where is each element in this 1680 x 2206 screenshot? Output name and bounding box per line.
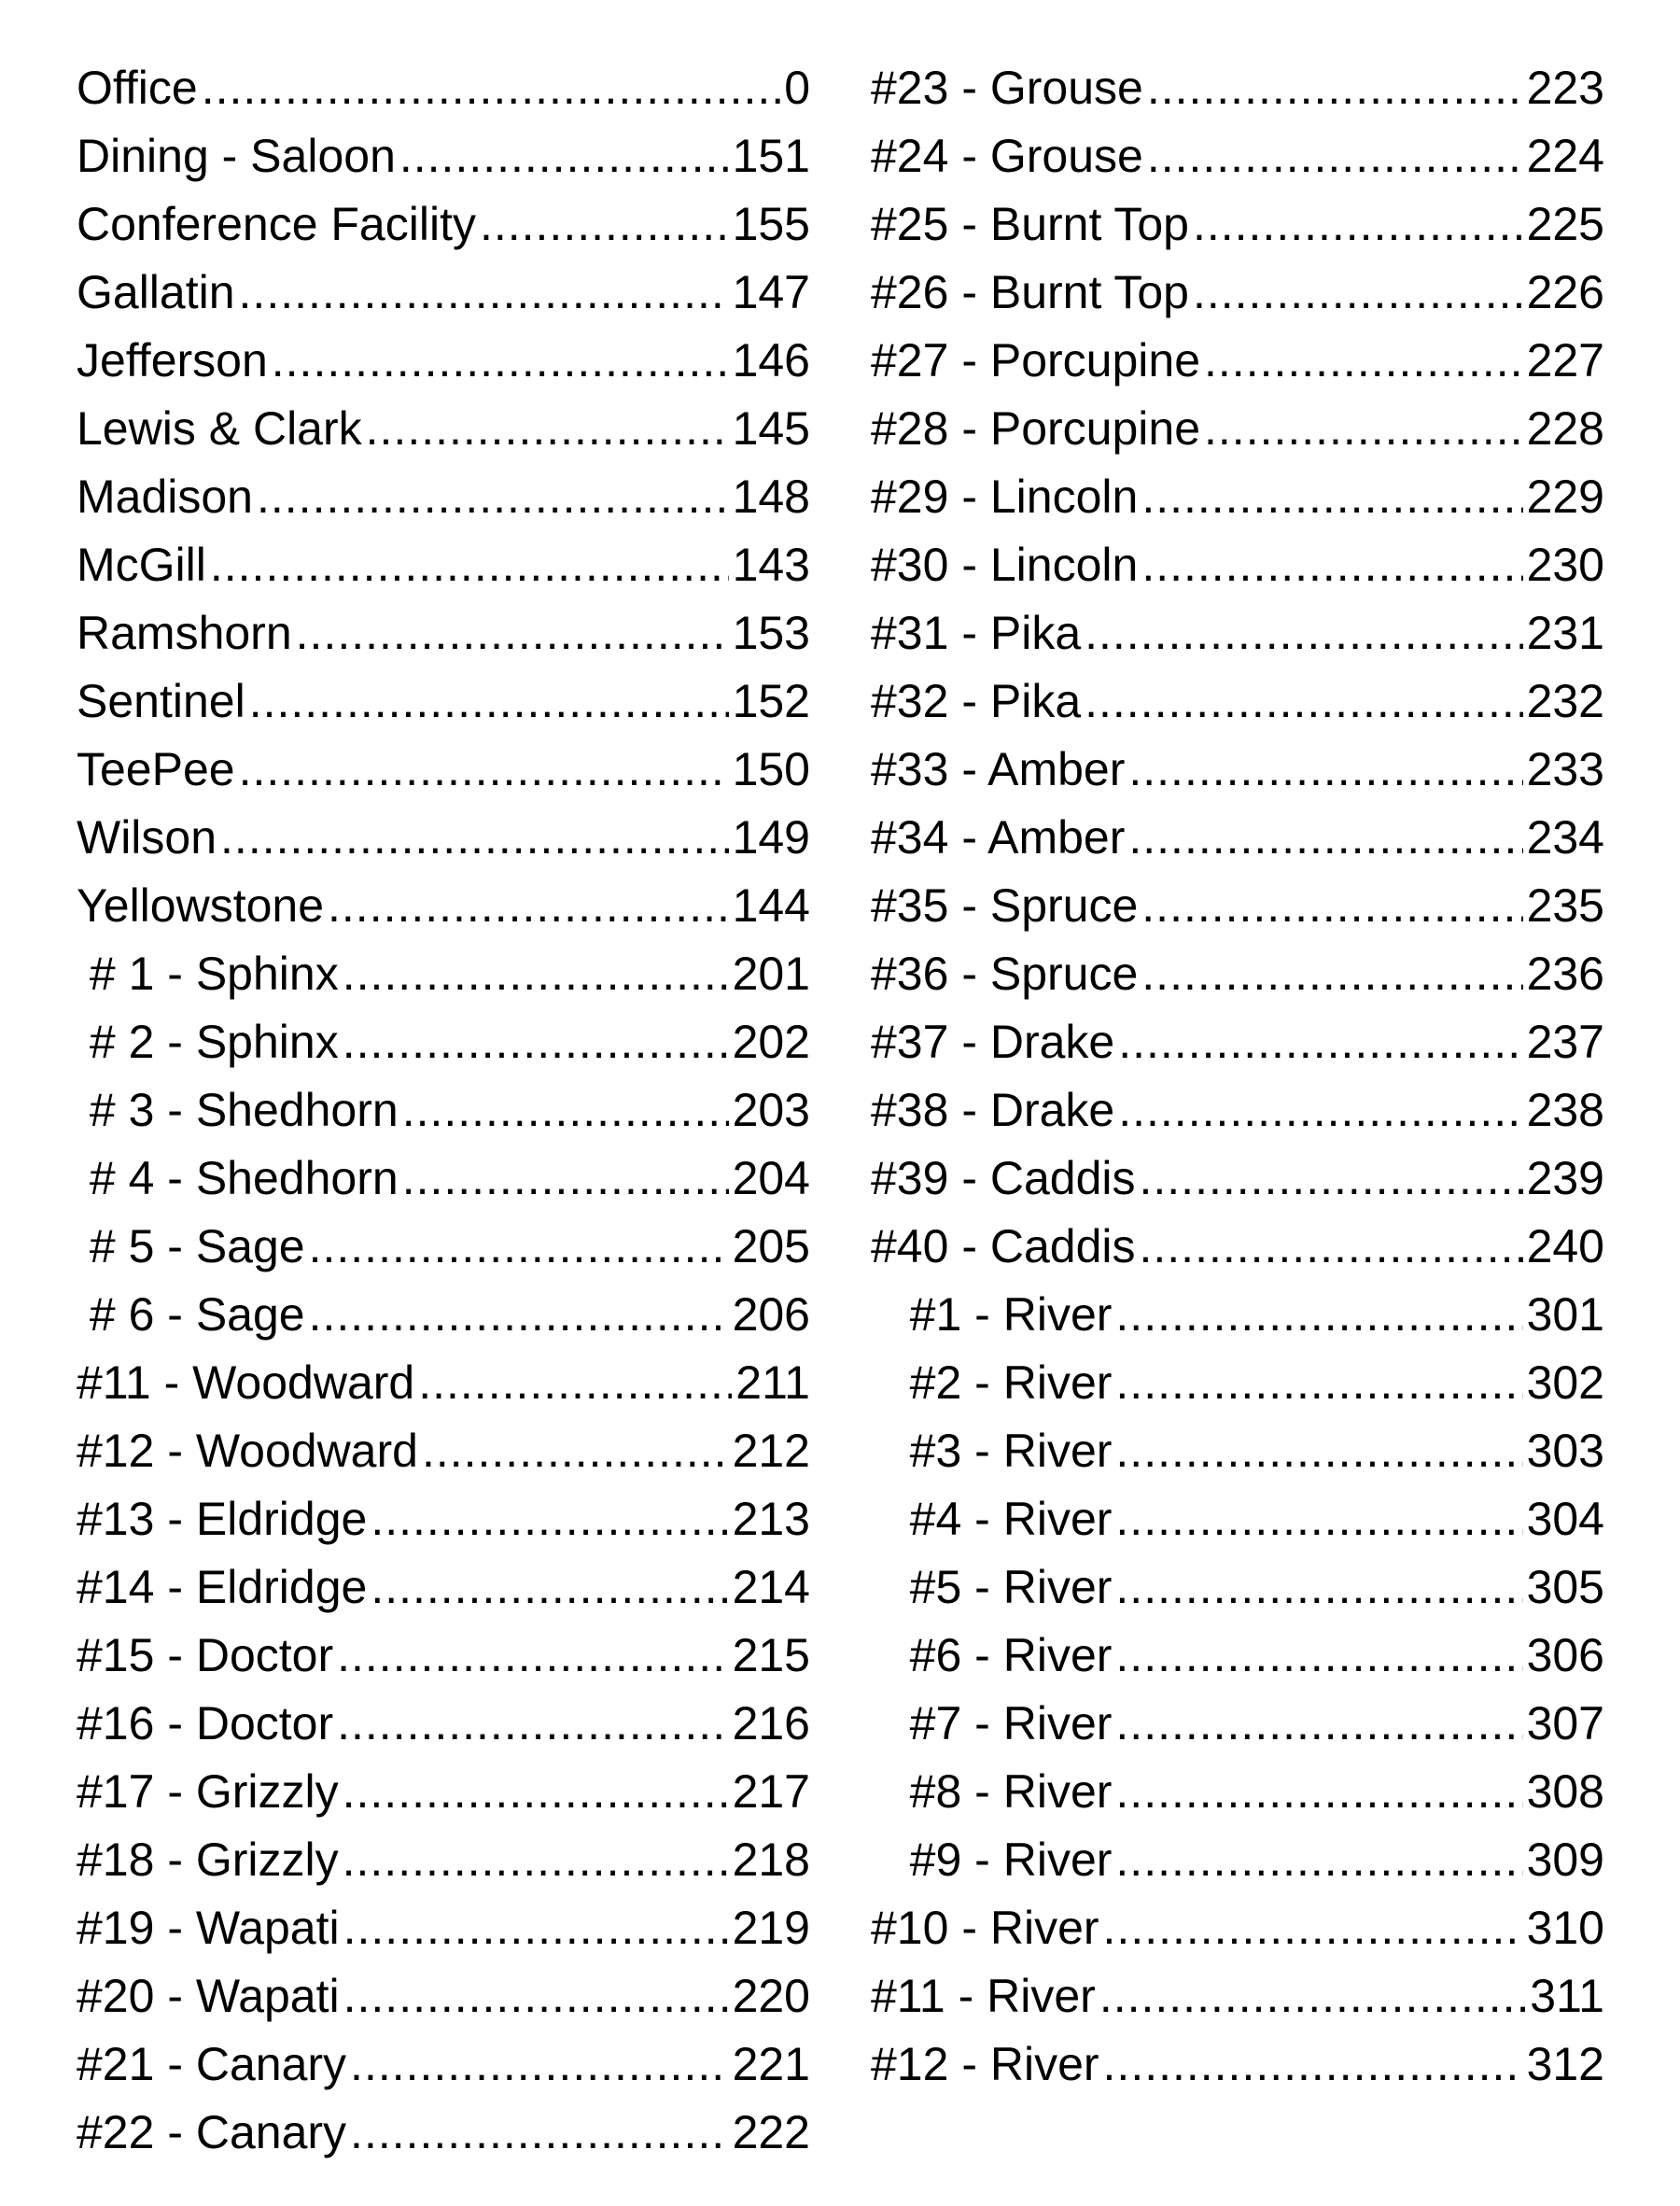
entry-extension: 217 [732,1765,810,1818]
dot-leader [309,1281,729,1349]
entry-name: #2 - River [871,1356,1113,1409]
entry-extension: 152 [732,675,810,727]
entry-name: #21 - Canary [77,2038,347,2090]
dot-leader [343,1826,729,1894]
entry-extension: 148 [732,471,810,523]
entry-extension: 227 [1526,334,1604,386]
dot-leader [1128,736,1522,804]
dot-leader [1128,804,1522,872]
entry-extension: 0 [784,62,810,114]
directory-entry [871,395,1604,463]
directory-entry [77,1076,810,1145]
entry-name: #11 - River [871,1970,1096,2022]
dot-leader [1141,940,1522,1008]
entry-name: Lewis & Clark [77,402,362,455]
entry-extension: 205 [732,1220,810,1272]
directory-entry [77,122,810,190]
entry-name: #25 - Burnt Top [871,198,1189,250]
directory-entry [77,736,810,804]
directory-entry [77,1417,810,1485]
entry-extension: 220 [732,1970,810,2022]
entry-name: # 3 - Shedhorn [77,1084,399,1136]
entry-extension: 221 [732,2038,810,2090]
directory-entry [871,1622,1604,1690]
entry-extension: 202 [732,1016,810,1068]
dot-leader [202,54,781,122]
dot-leader [1141,463,1522,531]
directory-entry [77,804,810,872]
entry-extension: 150 [732,743,810,795]
entry-extension: 311 [1530,1970,1604,2022]
directory-entry [77,1485,810,1553]
dot-leader [343,940,729,1008]
dot-leader [343,1008,729,1076]
directory-entry [77,395,810,463]
directory-entry [871,1281,1604,1349]
entry-name: #14 - Eldridge [77,1561,368,1613]
directory-entry [871,1553,1604,1622]
directory-entry [871,1076,1604,1145]
directory-entry [871,940,1604,1008]
entry-name: #38 - Drake [871,1084,1115,1136]
entry-extension: 240 [1526,1220,1604,1272]
entry-extension: 232 [1526,675,1604,727]
entry-extension: 234 [1526,811,1604,864]
dot-leader [1115,1553,1522,1622]
dot-leader [371,1485,728,1553]
entry-name: #1 - River [871,1288,1113,1341]
entry-extension: 237 [1526,1016,1604,1068]
dot-leader [328,872,729,940]
directory-entry [871,1417,1604,1485]
directory-entry [871,2030,1604,2099]
dot-leader [220,804,729,872]
directory-entry [77,1213,810,1281]
dot-leader [1118,1076,1522,1145]
entry-extension: 201 [732,948,810,1000]
entry-extension: 218 [732,1834,810,1886]
directory-entry [871,463,1604,531]
directory-right-column [871,54,1604,2099]
entry-name: Ramshorn [77,607,292,659]
entry-extension: 307 [1526,1697,1604,1749]
entry-name: #19 - Wapati [77,1902,340,1954]
directory-entry [871,872,1604,940]
entry-extension: 151 [732,130,810,182]
entry-extension: 155 [732,198,810,250]
entry-extension: 144 [732,879,810,932]
directory-entry [871,1758,1604,1826]
entry-extension: 216 [732,1697,810,1749]
directory-entry [77,1145,810,1213]
entry-extension: 304 [1526,1493,1604,1545]
entry-name: #4 - River [871,1493,1113,1545]
dot-leader [1115,1826,1522,1894]
entry-extension: 303 [1526,1425,1604,1477]
entry-extension: 143 [732,539,810,591]
directory-entry [77,1894,810,1962]
entry-extension: 219 [732,1902,810,1954]
dot-leader [1115,1622,1522,1690]
dot-leader [1193,259,1523,327]
entry-extension: 228 [1526,402,1604,455]
entry-extension: 236 [1526,948,1604,1000]
directory-entry [77,1826,810,1894]
dot-leader [1147,54,1523,122]
directory-entry [871,122,1604,190]
directory-entry [77,1553,810,1622]
dot-leader [1115,1485,1522,1553]
entry-extension: 238 [1526,1084,1604,1136]
directory-entry [77,667,810,736]
entry-extension: 225 [1526,198,1604,250]
entry-name: #29 - Lincoln [871,471,1139,523]
dot-leader [402,1145,729,1213]
dot-leader [337,1622,728,1690]
entry-name: # 1 - Sphinx [77,948,339,1000]
directory-entry [871,804,1604,872]
entry-name: #7 - River [871,1697,1113,1749]
directory-entry [871,667,1604,736]
dot-leader [1103,1894,1523,1962]
entry-name: Yellowstone [77,879,325,932]
directory-entry [77,1281,810,1349]
entry-name: Wilson [77,811,217,864]
entry-name: #11 - Woodward [77,1356,415,1409]
dot-leader [343,1758,729,1826]
directory-entry [871,1008,1604,1076]
dot-leader [1115,1349,1522,1417]
entry-extension: 213 [732,1493,810,1545]
dot-leader [1204,327,1523,395]
entry-extension: 229 [1526,471,1604,523]
dot-leader [1141,872,1522,940]
directory-entry [77,940,810,1008]
entry-name: #37 - Drake [871,1016,1115,1068]
dot-leader [1115,1690,1522,1758]
entry-name: # 6 - Sage [77,1288,305,1341]
entry-extension: 224 [1526,130,1604,182]
directory-entry [77,2099,810,2167]
dot-leader [1115,1281,1522,1349]
dot-leader [337,1690,728,1758]
entry-name: #9 - River [871,1834,1113,1886]
entry-name: #5 - River [871,1561,1113,1613]
entry-name: McGill [77,539,206,591]
entry-extension: 211 [735,1356,810,1409]
dot-leader [1085,667,1522,736]
dot-leader [1193,190,1523,259]
entry-name: #27 - Porcupine [871,334,1201,386]
entry-name: #36 - Spruce [871,948,1139,1000]
entry-extension: 230 [1526,539,1604,591]
entry-extension: 146 [732,334,810,386]
entry-extension: 306 [1526,1629,1604,1681]
entry-name: #15 - Doctor [77,1629,334,1681]
directory-entry [77,190,810,259]
dot-leader [1099,1962,1526,2030]
entry-extension: 153 [732,607,810,659]
directory-entry [871,190,1604,259]
directory-entry [871,1962,1604,2030]
entry-extension: 226 [1526,266,1604,318]
entry-name: Conference Facility [77,198,476,250]
entry-name: Dining - Saloon [77,130,396,182]
entry-name: #18 - Grizzly [77,1834,339,1886]
entry-name: # 4 - Shedhorn [77,1152,399,1204]
entry-extension: 233 [1526,743,1604,795]
entry-name: #28 - Porcupine [871,402,1201,455]
entry-extension: 214 [732,1561,810,1613]
entry-extension: 212 [732,1425,810,1477]
entry-name: TeePee [77,743,235,795]
dot-leader [371,1553,728,1622]
entry-extension: 206 [732,1288,810,1341]
entry-name: Sentinel [77,675,245,727]
directory-entry [77,872,810,940]
directory-entry [77,1349,810,1417]
directory-entry [77,1758,810,1826]
directory-entry [77,327,810,395]
entry-extension: 222 [732,2106,810,2158]
directory-entry [871,54,1604,122]
directory-entry [871,1485,1604,1553]
directory-entry [871,1826,1604,1894]
dot-leader [418,1349,732,1417]
entry-extension: 215 [732,1629,810,1681]
directory-entry [77,1962,810,2030]
dot-leader [239,736,729,804]
entry-name: #3 - River [871,1425,1113,1477]
directory-entry [871,259,1604,327]
dot-leader [1140,1213,1523,1281]
entry-extension: 203 [732,1084,810,1136]
directory-entry [77,531,810,599]
entry-extension: 302 [1526,1356,1604,1409]
directory-entry [77,54,810,122]
directory-entry [871,1349,1604,1417]
entry-name: #26 - Burnt Top [871,266,1189,318]
entry-name: Madison [77,471,253,523]
entry-extension: 145 [732,402,810,455]
directory-entry [77,463,810,531]
entry-name: #10 - River [871,1902,1099,1954]
entry-extension: 235 [1526,879,1604,932]
dot-leader [343,1894,729,1962]
entry-extension: 308 [1526,1765,1604,1818]
entry-extension: 305 [1526,1561,1604,1613]
entry-name: #23 - Grouse [871,62,1143,114]
dot-leader [257,463,729,531]
dot-leader [1147,122,1523,190]
dot-leader [1118,1008,1522,1076]
directory-entry [871,1213,1604,1281]
entry-name: #33 - Amber [871,743,1126,795]
directory-entry [77,2030,810,2099]
dot-leader [350,2030,729,2099]
directory-entry [77,259,810,327]
entry-name: #24 - Grouse [871,130,1143,182]
dot-leader [1141,531,1522,599]
dot-leader [350,2099,729,2167]
entry-name: # 5 - Sage [77,1220,305,1272]
entry-name: #6 - River [871,1629,1113,1681]
dot-leader [399,122,729,190]
entry-extension: 301 [1526,1288,1604,1341]
dot-leader [480,190,729,259]
entry-name: #32 - Pika [871,675,1082,727]
directory-entry [77,1690,810,1758]
entry-name: Office [77,62,198,114]
entry-extension: 231 [1526,607,1604,659]
directory-entry [871,736,1604,804]
entry-name: #31 - Pika [871,607,1082,659]
entry-name: Jefferson [77,334,268,386]
dot-leader [1085,599,1522,667]
entry-extension: 149 [732,811,810,864]
entry-name: #12 - Woodward [77,1425,418,1477]
dot-leader [249,667,729,736]
dot-leader [272,327,729,395]
directory-entry [871,531,1604,599]
directory-entry [871,1690,1604,1758]
dot-leader [402,1076,729,1145]
entry-name: #8 - River [871,1765,1113,1818]
entry-extension: 204 [732,1152,810,1204]
dot-leader [1115,1758,1522,1826]
entry-name: #35 - Spruce [871,879,1139,932]
entry-extension: 312 [1526,2038,1604,2090]
dot-leader [1140,1145,1523,1213]
entry-name: #17 - Grizzly [77,1765,339,1818]
dot-leader [366,395,729,463]
dot-leader [239,259,729,327]
entry-name: Gallatin [77,266,235,318]
entry-name: #30 - Lincoln [871,539,1139,591]
dot-leader [1204,395,1523,463]
entry-extension: 223 [1526,62,1604,114]
dot-leader [210,531,729,599]
dot-leader [309,1213,729,1281]
entry-extension: 309 [1526,1834,1604,1886]
directory-entry [77,1622,810,1690]
directory-entry [77,599,810,667]
entry-name: #20 - Wapati [77,1970,340,2022]
dot-leader [343,1962,729,2030]
entry-name: #16 - Doctor [77,1697,334,1749]
entry-name: #12 - River [871,2038,1099,2090]
dot-leader [422,1417,729,1485]
entry-name: # 2 - Sphinx [77,1016,339,1068]
directory-entry [77,1008,810,1076]
entry-name: #34 - Amber [871,811,1126,864]
entry-name: #22 - Canary [77,2106,347,2158]
entry-extension: 147 [732,266,810,318]
dot-leader [296,599,729,667]
entry-name: #39 - Caddis [871,1152,1136,1204]
dot-leader [1115,1417,1522,1485]
directory-entry [871,1145,1604,1213]
directory-entry [871,327,1604,395]
entry-name: #40 - Caddis [871,1220,1136,1272]
directory-entry [871,1894,1604,1962]
directory-entry [871,599,1604,667]
entry-extension: 239 [1526,1152,1604,1204]
entry-extension: 310 [1526,1902,1604,1954]
dot-leader [1103,2030,1523,2099]
directory-left-column [77,54,810,2167]
entry-name: #13 - Eldridge [77,1493,368,1545]
